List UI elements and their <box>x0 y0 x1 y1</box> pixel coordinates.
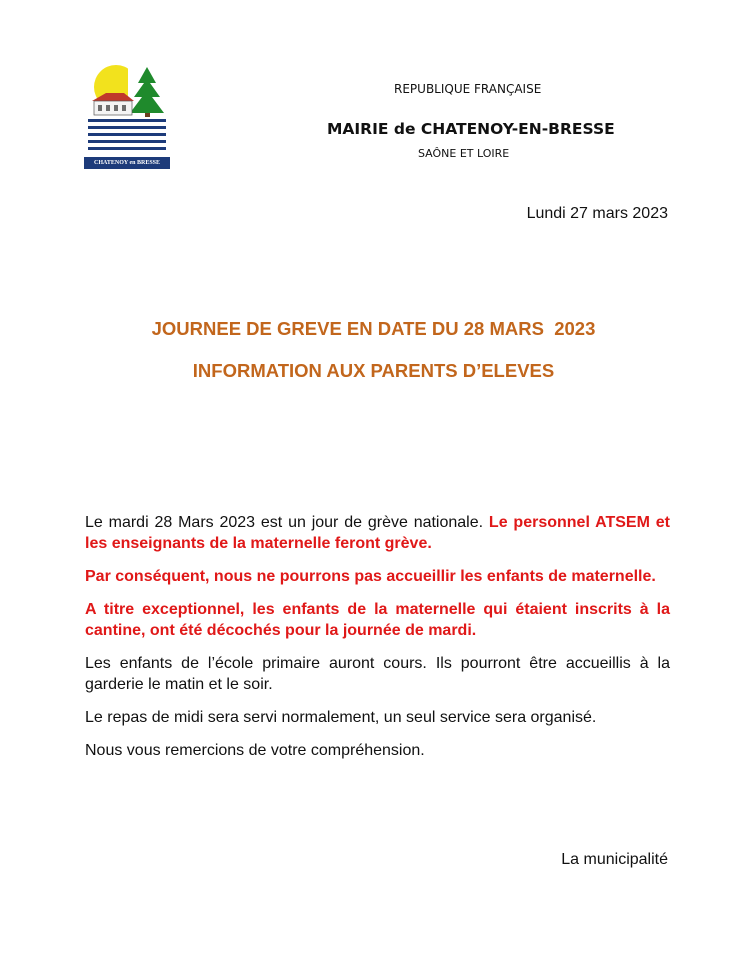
header-mairie: MAIRIE de CHATENOY-EN-BRESSE <box>327 120 615 138</box>
paragraph-lunch: Le repas de midi sera servi normalement, un seul service sera organisé. <box>85 709 597 726</box>
logo-emblem-icon <box>84 63 170 157</box>
document-title: JOURNEE DE GREVE EN DATE DU 28 MARS 2023 <box>151 318 596 339</box>
logo-water-icon <box>88 119 166 150</box>
paragraph-strike-announcement <box>85 512 670 554</box>
paragraph-thanks: Nous vous remercions de votre compréhension. <box>85 742 425 759</box>
document-body <box>85 512 670 773</box>
paragraph-no-reception: Par conséquent, nous ne pourrons pas accueillir les enfants de maternelle. <box>85 568 656 585</box>
municipal-logo <box>84 63 170 169</box>
paragraph-primary-school: Les enfants de l’école primaire auront cours. Ils pourront être accueillis à la garderie le matin et le soir. <box>85 655 670 693</box>
paragraph-canteen: A titre exceptionnel, les enfants de la maternelle qui étaient inscrits à la cantine, ont été décochés pour la journée de mardi. <box>85 601 670 639</box>
header-departement: SAÔNE ET LOIRE <box>418 147 510 160</box>
paragraph-strike-text: Le mardi 28 Mars 2023 est un jour de grève nationale. <box>85 514 489 531</box>
document-subtitle: INFORMATION AUX PARENTS D’ELEVES <box>192 360 555 381</box>
document-date: Lundi 27 mars 2023 <box>526 205 668 222</box>
paragraph-strike-highlight: Le personnel ATSEM et les enseignants de la maternelle feront grève. <box>85 514 670 552</box>
signature: La municipalité <box>561 851 668 868</box>
logo-caption: CHATENOY en BRESSE <box>84 157 170 169</box>
header-republique: REPUBLIQUE FRANÇAISE <box>394 82 542 96</box>
